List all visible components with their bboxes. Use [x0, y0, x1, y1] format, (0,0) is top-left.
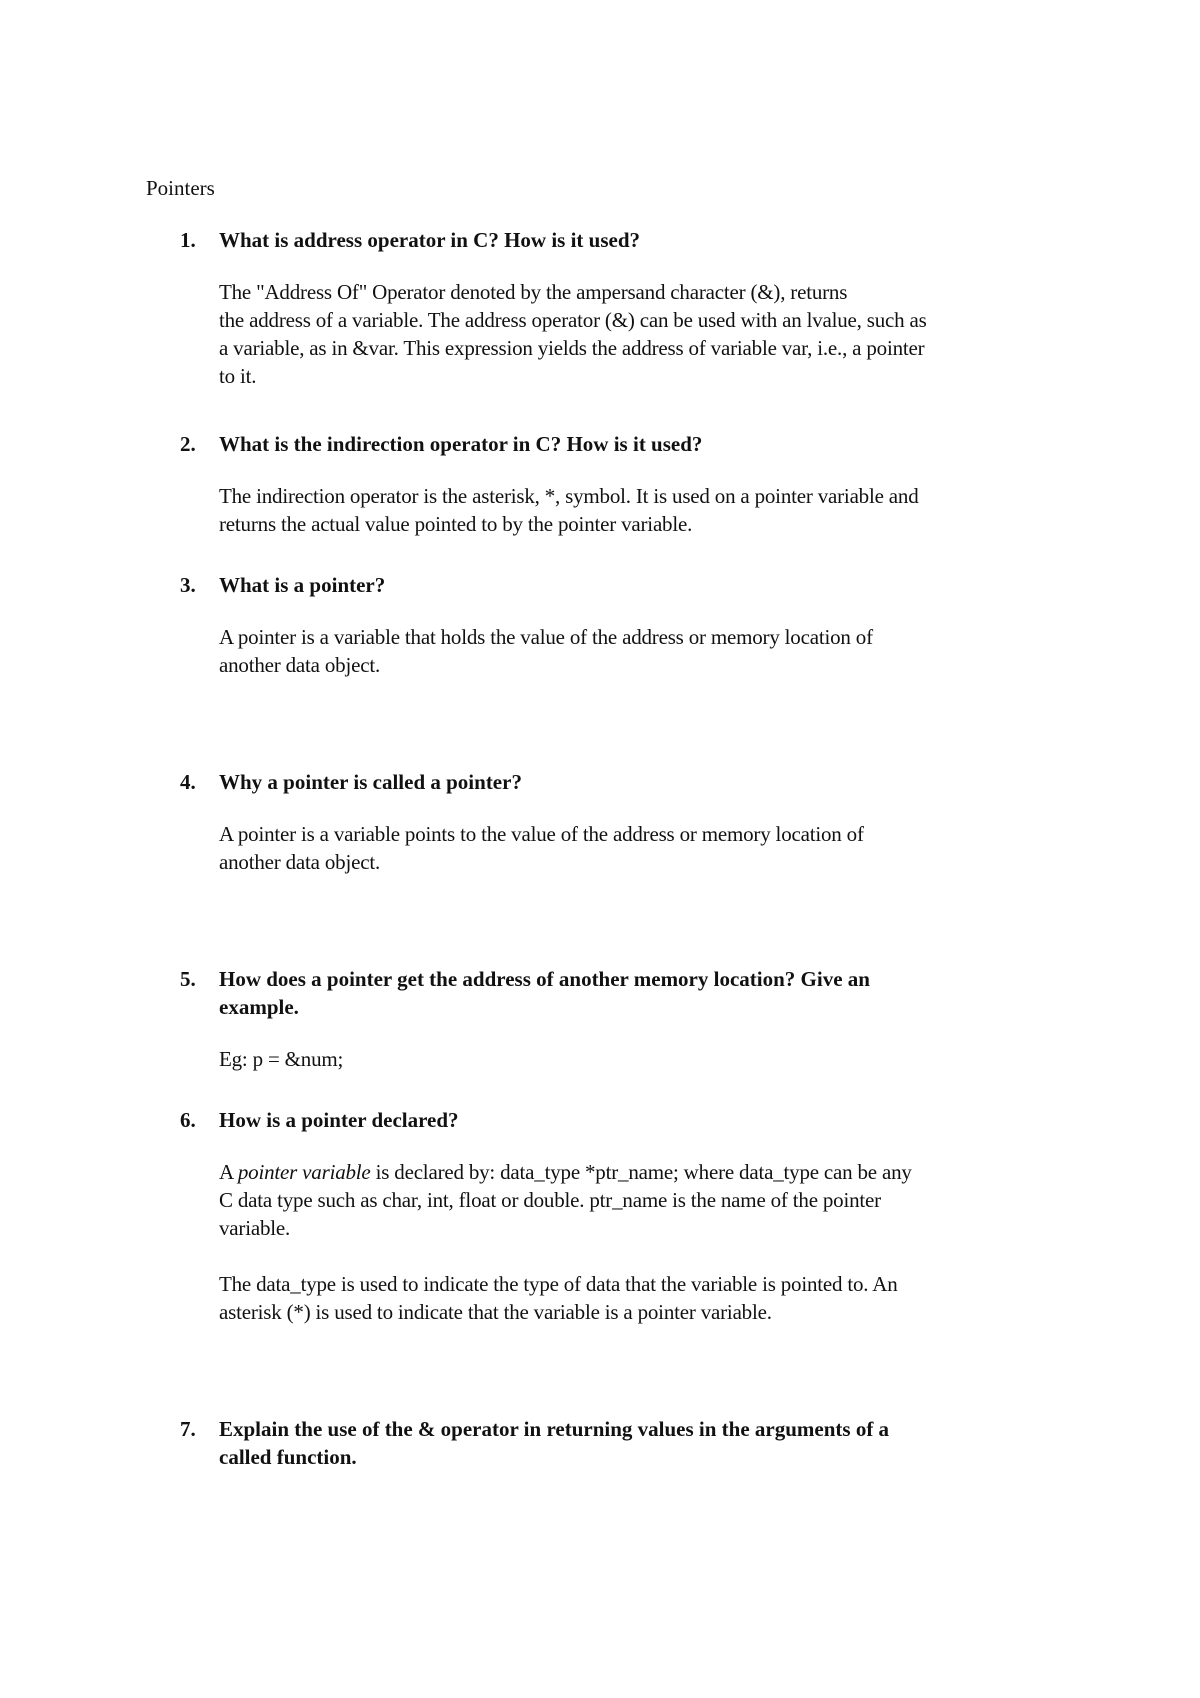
answer-text: [219, 278, 1099, 390]
answer-line: Eg: p = &num;: [219, 1047, 344, 1071]
question-text: What is address operator in C? How is it used?: [219, 228, 641, 252]
answer-rest: is declared by: data_type *ptr_name; where data_type can be any: [370, 1160, 912, 1184]
question-number: 2.: [180, 432, 196, 456]
question-number: 6.: [180, 1108, 196, 1132]
answer-prefix: A: [219, 1160, 238, 1184]
question-number: 7.: [180, 1417, 196, 1441]
answer-text: [219, 482, 1099, 538]
answer-line: returns the actual value pointed to by the pointer variable.: [219, 512, 693, 536]
answer-line: a variable, as in &var. This expression yields the address of variable var, i.e., a pointer: [219, 336, 925, 360]
question-number: 4.: [180, 770, 196, 794]
answer-line: another data object.: [219, 653, 381, 677]
answer-text: [219, 1158, 1099, 1242]
answer-text: [219, 623, 1099, 679]
answer-line: variable.: [219, 1216, 291, 1240]
question-text: What is the indirection operator in C? How is it used?: [219, 432, 703, 456]
answer-text-2: [219, 1270, 1099, 1326]
question-line: Explain the use of the & operator in returning values in the arguments of a: [219, 1417, 890, 1441]
answer-line: the address of a variable. The address operator (&) can be used with an lvalue, such as: [219, 308, 927, 332]
question-line: called function.: [219, 1445, 357, 1469]
answer-text: [219, 820, 1099, 876]
question-line: How does a pointer get the address of another memory location? Give an: [219, 967, 870, 991]
answer-line: to it.: [219, 364, 257, 388]
answer-line: The "Address Of" Operator denoted by the ampersand character (&), returns: [219, 280, 848, 304]
italic-term: pointer variable: [237, 1160, 371, 1184]
question-text: How is a pointer declared?: [219, 1108, 459, 1132]
question-text: [219, 1415, 1039, 1471]
answer-line: A pointer is a variable points to the value of the address or memory location of: [219, 822, 864, 846]
question-line: example.: [219, 995, 299, 1019]
question-text: Why a pointer is called a pointer?: [219, 770, 522, 794]
answer-text: [219, 1045, 1099, 1073]
answer-line: another data object.: [219, 850, 381, 874]
question-text: What is a pointer?: [219, 573, 386, 597]
question-number: 1.: [180, 228, 196, 252]
answer-line: asterisk (*) is used to indicate that the variable is a pointer variable.: [219, 1300, 772, 1324]
answer-line: [219, 1158, 1099, 1186]
document-title: Pointers: [146, 176, 215, 200]
question-text: [219, 965, 1039, 1021]
answer-line: C data type such as char, int, float or double. ptr_name is the name of the pointer: [219, 1188, 881, 1212]
question-number: 5.: [180, 967, 196, 991]
answer-line: A pointer is a variable that holds the value of the address or memory location of: [219, 625, 873, 649]
answer-line: The indirection operator is the asterisk, *, symbol. It is used on a pointer variable and: [219, 484, 919, 508]
question-number: 3.: [180, 573, 196, 597]
answer-line: The data_type is used to indicate the type of data that the variable is pointed to. An: [219, 1272, 898, 1296]
